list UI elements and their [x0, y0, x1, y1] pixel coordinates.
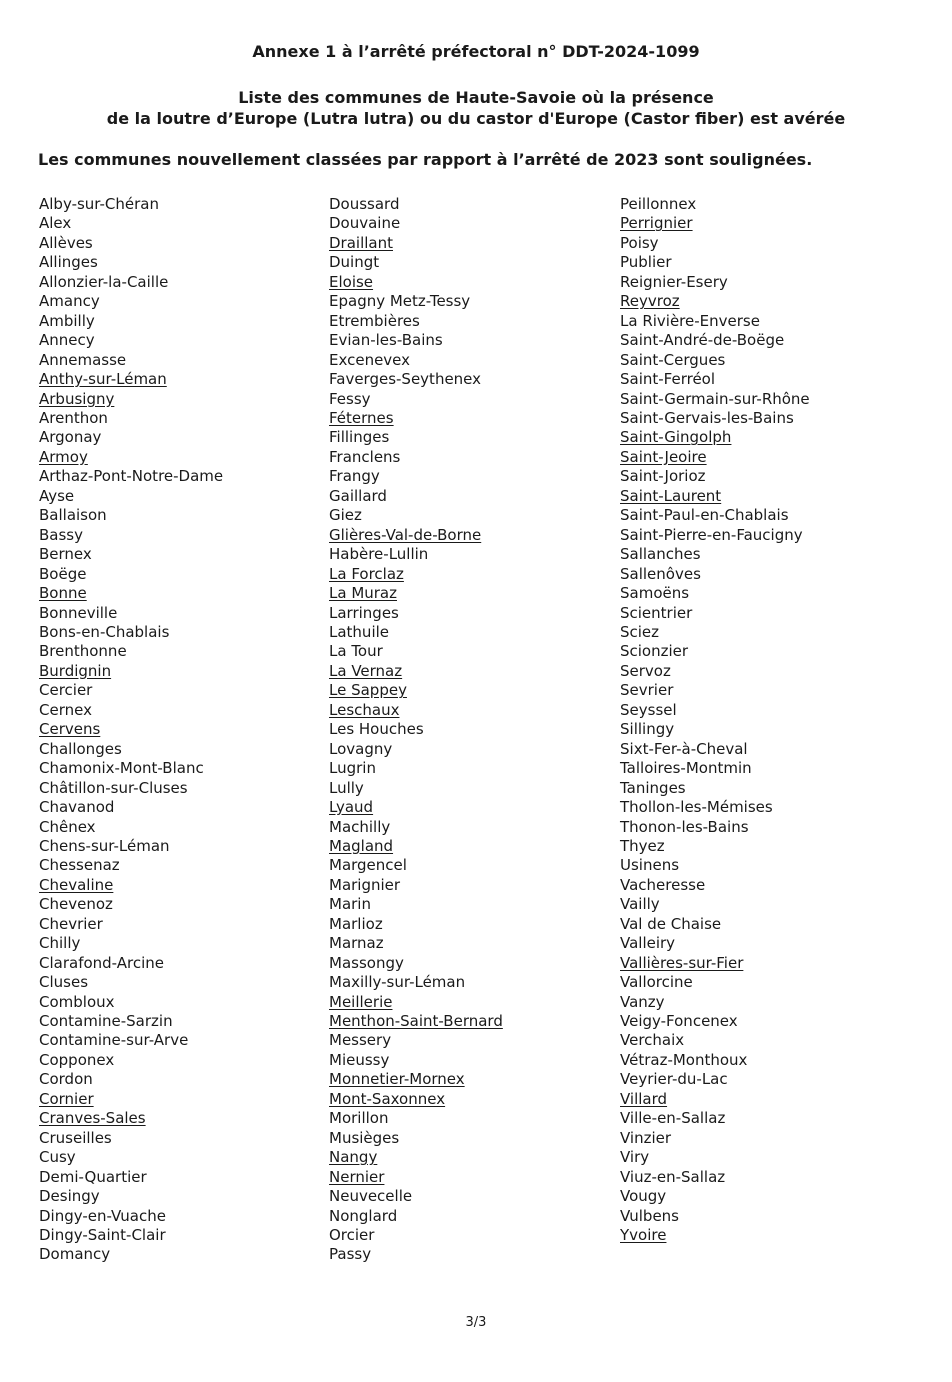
- commune-item: Chilly: [39, 934, 81, 953]
- commune-item: Le Sappey: [329, 681, 407, 700]
- commune-item: Nernier: [329, 1167, 385, 1186]
- commune-item: Viuz-en-Sallaz: [620, 1167, 726, 1186]
- commune-column-2: [329, 195, 503, 1265]
- commune-item: Chavanod: [39, 798, 115, 817]
- commune-item: Vailly: [620, 895, 660, 914]
- commune-column-1: [39, 195, 223, 1265]
- list-title: [0, 87, 952, 129]
- commune-item: Saint-Paul-en-Chablais: [620, 506, 789, 525]
- commune-item: Servoz: [620, 661, 671, 680]
- commune-item: Cranves-Sales: [39, 1109, 146, 1128]
- commune-item: Habère-Lullin: [329, 545, 429, 564]
- commune-item: Annecy: [39, 331, 95, 350]
- commune-item: La Muraz: [329, 584, 397, 603]
- commune-item: Mont-Saxonnex: [329, 1089, 446, 1108]
- commune-item: Chessenaz: [39, 856, 120, 875]
- commune-item: Ballaison: [39, 506, 107, 525]
- commune-column-3: [620, 195, 810, 1245]
- commune-item: Thonon-les-Bains: [620, 817, 749, 836]
- commune-item: Giez: [329, 506, 362, 525]
- commune-item: Féternes: [329, 408, 394, 427]
- commune-item: Saint-Cergues: [620, 350, 726, 369]
- page-number: 3/3: [465, 1315, 487, 1330]
- commune-item: Alby-sur-Chéran: [39, 195, 159, 213]
- commune-item: Combloux: [39, 992, 115, 1011]
- commune-item: Domancy: [39, 1245, 111, 1264]
- commune-item: Gaillard: [329, 486, 387, 505]
- underline-note: Les communes nouvellement classées par rapport à l’arrêté de 2023 sont soulignées.: [38, 150, 813, 169]
- commune-item: Cordon: [39, 1070, 93, 1089]
- commune-item: Saint-Jorioz: [620, 467, 706, 486]
- commune-item: Chevrier: [39, 914, 103, 933]
- commune-item: Nonglard: [329, 1206, 398, 1225]
- commune-item: Marignier: [329, 875, 401, 894]
- commune-item: Cernex: [39, 700, 92, 719]
- commune-item: Publier: [620, 253, 672, 272]
- commune-item: Draillant: [329, 233, 393, 252]
- commune-item: Villard: [620, 1089, 668, 1108]
- commune-item: Menthon-Saint-Bernard: [329, 1012, 503, 1031]
- commune-item: La Tour: [329, 642, 383, 661]
- commune-item: Glières-Val-de-Borne: [329, 525, 482, 544]
- commune-item: Reyvroz: [620, 292, 680, 311]
- commune-item: Douvaine: [329, 214, 401, 233]
- commune-item: Vallières-sur-Fier: [620, 953, 744, 972]
- commune-item: Mieussy: [329, 1050, 390, 1069]
- commune-item: Excenevex: [329, 350, 411, 369]
- commune-item: Ayse: [39, 486, 75, 505]
- commune-item: Passy: [329, 1245, 372, 1264]
- commune-item: Scientrier: [620, 603, 693, 622]
- commune-item: Vallorcine: [620, 973, 693, 992]
- commune-item: Saint-Gervais-les-Bains: [620, 408, 794, 427]
- commune-item: Vulbens: [620, 1206, 679, 1225]
- commune-item: Reignier-Esery: [620, 272, 728, 291]
- commune-item: Massongy: [329, 953, 404, 972]
- commune-item: Dingy-en-Vuache: [39, 1206, 166, 1225]
- commune-item: Marlioz: [329, 914, 383, 933]
- commune-item: Saint-Pierre-en-Faucigny: [620, 525, 803, 544]
- commune-item: Saint-Ferréol: [620, 370, 716, 389]
- commune-item: Allinges: [39, 253, 98, 272]
- commune-item: Val de Chaise: [620, 914, 722, 933]
- commune-item: Bonneville: [39, 603, 118, 622]
- commune-item: Bernex: [39, 545, 92, 564]
- commune-item: Fillinges: [329, 428, 390, 447]
- commune-item: Machilly: [329, 817, 391, 836]
- commune-item: Cluses: [39, 973, 89, 992]
- commune-item: Sixt-Fer-à-Cheval: [620, 739, 748, 758]
- commune-item: Demi-Quartier: [39, 1167, 147, 1186]
- commune-item: Viry: [620, 1148, 650, 1167]
- commune-item: Epagny Metz-Tessy: [329, 292, 471, 311]
- commune-item: Vacheresse: [620, 875, 706, 894]
- commune-item: Allonzier-la-Caille: [39, 272, 169, 291]
- commune-item: Sallenôves: [620, 564, 701, 583]
- commune-item: Etrembières: [329, 311, 420, 330]
- commune-item: Veigy-Foncenex: [620, 1012, 738, 1031]
- commune-item: Cusy: [39, 1148, 76, 1167]
- commune-item: Yvoire: [620, 1226, 667, 1245]
- document-title: Annexe 1 à l’arrêté préfectoral n° DDT-2024-1099: [252, 42, 700, 61]
- commune-item: Usinens: [620, 856, 680, 875]
- commune-item: Sevrier: [620, 681, 674, 700]
- commune-item: Challonges: [39, 739, 122, 758]
- commune-item: Margencel: [329, 856, 407, 875]
- list-title-line-2: de la loutre d’Europe (Lutra lutra) ou du castor d'Europe (Castor fiber) est avérée: [106, 109, 846, 128]
- commune-item: Fessy: [329, 389, 371, 408]
- commune-item: Valleiry: [620, 934, 676, 953]
- commune-item: La Forclaz: [329, 564, 404, 583]
- commune-item: Verchaix: [620, 1031, 685, 1050]
- commune-item: Cervens: [39, 720, 101, 739]
- commune-item: Sallanches: [620, 545, 701, 564]
- commune-item: Franclens: [329, 447, 401, 466]
- commune-item: Anthy-sur-Léman: [39, 370, 167, 389]
- commune-item: Faverges-Seythenex: [329, 370, 482, 389]
- list-title-line-1: Liste des communes de Haute-Savoie où la présence: [238, 88, 714, 107]
- commune-item: Vougy: [620, 1187, 667, 1206]
- commune-item: Thollon-les-Mémises: [620, 798, 773, 817]
- commune-item: Ville-en-Sallaz: [620, 1109, 726, 1128]
- commune-item: Lully: [329, 778, 364, 797]
- commune-item: Morillon: [329, 1109, 389, 1128]
- commune-item: Bassy: [39, 525, 83, 544]
- commune-item: Evian-les-Bains: [329, 331, 443, 350]
- commune-item: Lathuile: [329, 622, 390, 641]
- commune-item: Bonne: [39, 584, 87, 603]
- commune-item: Chênex: [39, 817, 96, 836]
- commune-item: Sciez: [620, 622, 660, 641]
- commune-item: Contamine-sur-Arve: [39, 1031, 189, 1050]
- commune-item: Arthaz-Pont-Notre-Dame: [39, 467, 224, 486]
- commune-item: Lugrin: [329, 759, 376, 778]
- commune-item: Saint-Jeoire: [620, 447, 707, 466]
- commune-item: Sillingy: [620, 720, 675, 739]
- commune-item: Frangy: [329, 467, 380, 486]
- commune-item: Scionzier: [620, 642, 689, 661]
- commune-item: Saint-Gingolph: [620, 428, 732, 447]
- commune-item: Poisy: [620, 233, 659, 252]
- commune-item: Veyrier-du-Lac: [620, 1070, 728, 1089]
- commune-item: Boëge: [39, 564, 87, 583]
- commune-item: Chamonix-Mont-Blanc: [39, 759, 204, 778]
- commune-item: Taninges: [620, 778, 686, 797]
- commune-item: Messery: [329, 1031, 392, 1050]
- commune-item: Brenthonne: [39, 642, 127, 661]
- commune-item: Peillonnex: [620, 195, 697, 213]
- commune-item: Maxilly-sur-Léman: [329, 973, 466, 992]
- commune-item: Cornier: [39, 1089, 94, 1108]
- commune-item: Allèves: [39, 233, 93, 252]
- commune-item: Monnetier-Mornex: [329, 1070, 465, 1089]
- commune-item: Meillerie: [329, 992, 393, 1011]
- commune-item: Arenthon: [39, 408, 108, 427]
- commune-item: Dingy-Saint-Clair: [39, 1226, 166, 1245]
- commune-item: Musièges: [329, 1128, 400, 1147]
- commune-item: Doussard: [329, 195, 400, 213]
- commune-item: Lyaud: [329, 798, 374, 817]
- commune-item: Cercier: [39, 681, 93, 700]
- commune-item: Clarafond-Arcine: [39, 953, 165, 972]
- commune-item: Burdignin: [39, 661, 112, 680]
- commune-item: Arbusigny: [39, 389, 115, 408]
- commune-item: Contamine-Sarzin: [39, 1012, 173, 1031]
- commune-item: Seyssel: [620, 700, 677, 719]
- commune-item: Chevenoz: [39, 895, 113, 914]
- commune-item: Vinzier: [620, 1128, 672, 1147]
- commune-item: Marin: [329, 895, 371, 914]
- commune-item: Duingt: [329, 253, 380, 272]
- commune-item: Annemasse: [39, 350, 127, 369]
- commune-item: Larringes: [329, 603, 399, 622]
- commune-item: Leschaux: [329, 700, 400, 719]
- commune-item: Ambilly: [39, 311, 95, 330]
- commune-item: Armoy: [39, 447, 88, 466]
- commune-item: Vétraz-Monthoux: [620, 1050, 748, 1069]
- commune-item: Saint-André-de-Boëge: [620, 331, 785, 350]
- commune-item: Châtillon-sur-Cluses: [39, 778, 188, 797]
- commune-item: Chevaline: [39, 875, 114, 894]
- commune-item: Chens-sur-Léman: [39, 836, 170, 855]
- commune-item: Perrignier: [620, 214, 693, 233]
- commune-item: Thyez: [620, 836, 665, 855]
- commune-item: Lovagny: [329, 739, 393, 758]
- commune-item: Desingy: [39, 1187, 100, 1206]
- commune-item: La Rivière-Enverse: [620, 311, 760, 330]
- commune-item: Alex: [39, 214, 72, 233]
- commune-item: Saint-Laurent: [620, 486, 722, 505]
- commune-item: Nangy: [329, 1148, 378, 1167]
- commune-item: Copponex: [39, 1050, 115, 1069]
- commune-item: Marnaz: [329, 934, 384, 953]
- commune-item: Cruseilles: [39, 1128, 112, 1147]
- commune-item: Bons-en-Chablais: [39, 622, 170, 641]
- commune-item: Neuvecelle: [329, 1187, 413, 1206]
- commune-item: Talloires-Montmin: [620, 759, 752, 778]
- commune-item: La Vernaz: [329, 661, 403, 680]
- commune-item: Vanzy: [620, 992, 665, 1011]
- commune-item: Magland: [329, 836, 394, 855]
- commune-item: Eloise: [329, 272, 374, 291]
- commune-item: Orcier: [329, 1226, 375, 1245]
- commune-item: Saint-Germain-sur-Rhône: [620, 389, 810, 408]
- commune-item: Amancy: [39, 292, 100, 311]
- commune-item: Samoëns: [620, 584, 690, 603]
- commune-item: Les Houches: [329, 720, 424, 739]
- commune-item: Argonay: [39, 428, 102, 447]
